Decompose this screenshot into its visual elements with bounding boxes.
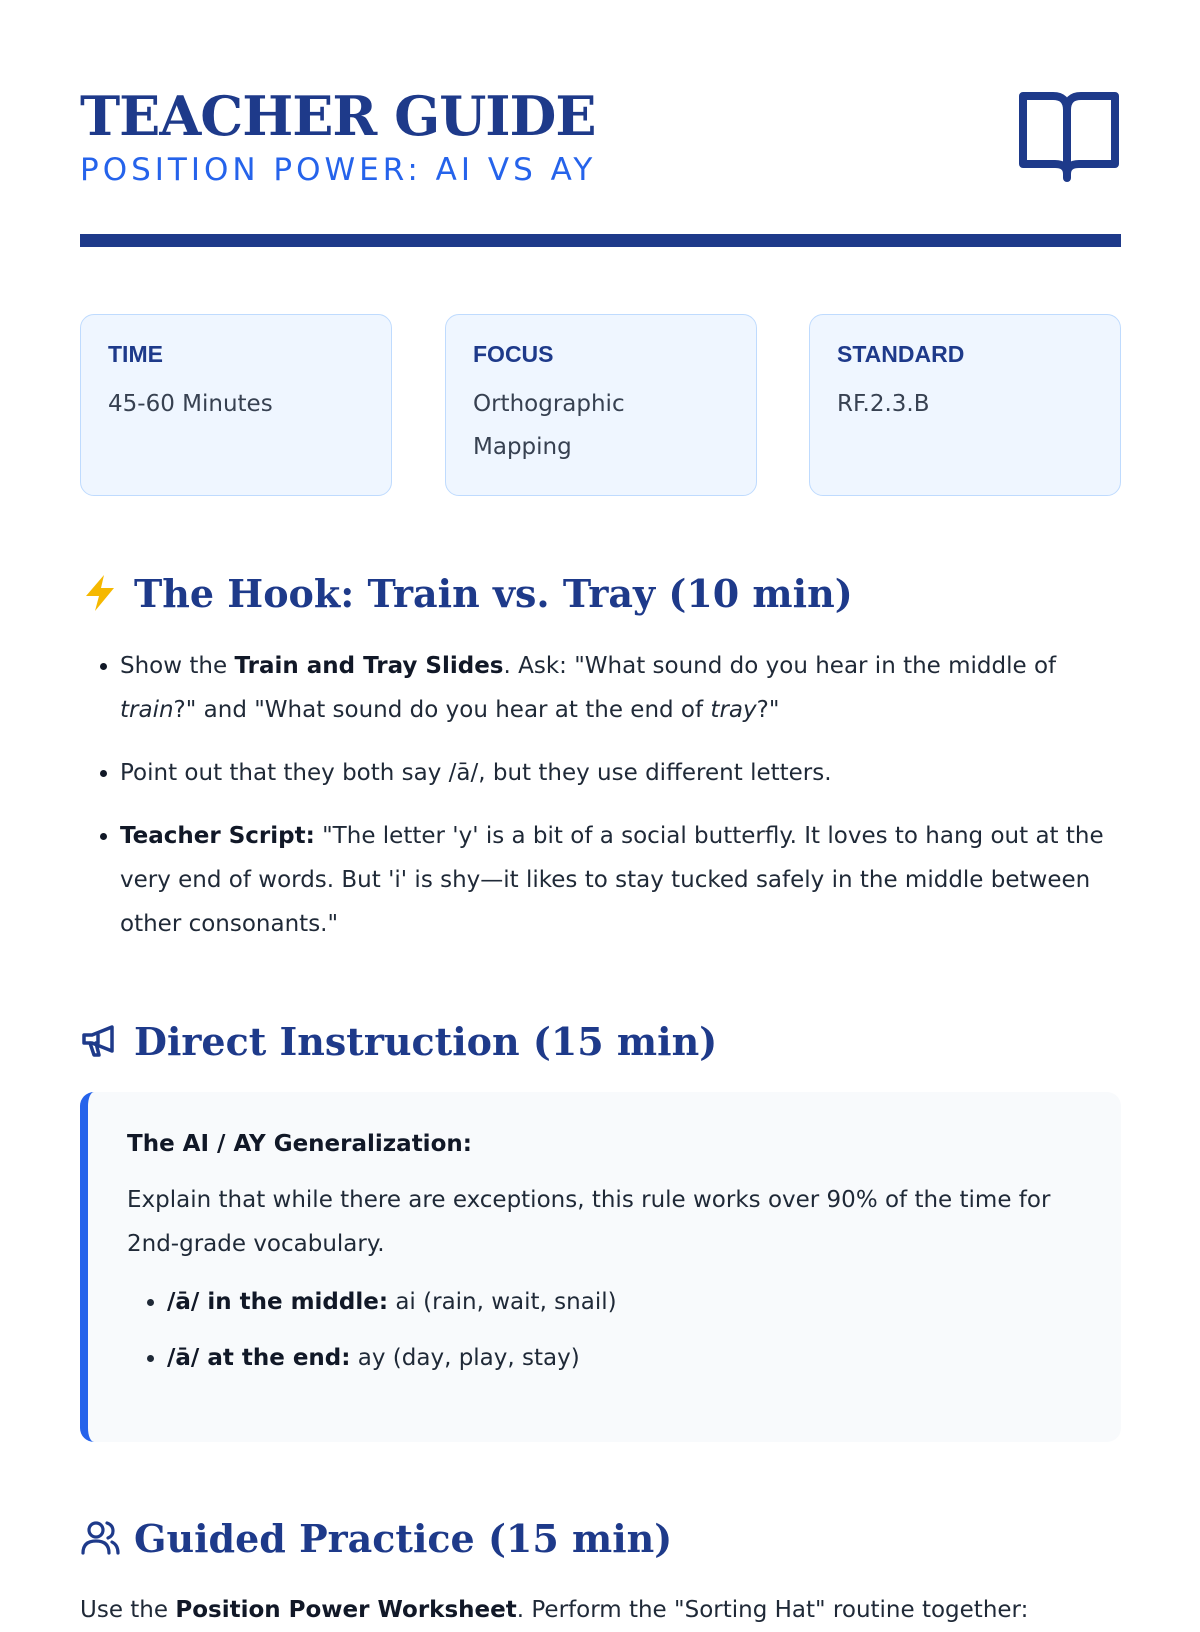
instruction-callout [80,1092,1121,1442]
card-value [473,383,729,469]
hook-list [80,644,1121,965]
card-value-line: Orthographic [473,391,625,417]
users-icon [80,1518,120,1558]
card-value-line: Mapping [473,434,572,460]
list-item [167,1280,1083,1324]
text-run: "The letter 'y' is a bit of a social butterfly. It loves to hang out at the very end of words. But 'i' is shy—it likes to stay tucked safely in the middle between other consonants." [120,823,1104,937]
callout-title: The AI / AY Generalization: [127,1131,472,1157]
example-word: tray [710,697,757,723]
rule-text: ay (day, play, stay) [350,1345,580,1371]
rule-list [127,1280,1083,1380]
page-subtitle: POSITION POWER: AI VS AY [80,152,597,188]
hook-heading [80,563,853,623]
standard-card [809,314,1121,496]
list-item [120,751,1121,795]
focus-card [445,314,757,496]
lightning-icon [80,573,120,613]
list-item [167,1336,1083,1380]
rule-text: ai (rain, wait, snail) [388,1289,617,1315]
callout-body: Explain that while there are exceptions, this rule works over 90% of the time for 2nd-grade vocabulary. [127,1187,1051,1257]
example-word: train [120,697,174,723]
guided-practice-text [80,1588,1028,1632]
text-run: . Perform the "Sorting Hat" routine together: [516,1597,1029,1623]
guided-practice-heading-text: Guided Practice (15 min) [134,1515,673,1561]
page-header [80,78,1121,198]
text-run: . Ask: "What sound do you hear in the middle of [503,653,1057,679]
megaphone-icon [80,1021,120,1061]
text-run: ?" and "What sound do you hear at the end of [173,697,711,723]
header-divider [80,234,1121,247]
card-value: 45-60 Minutes [108,391,273,417]
info-cards [80,314,1121,498]
card-label: STANDARD [837,341,965,367]
direct-instruction-heading [80,1011,717,1071]
script-label: Teacher Script: [120,823,315,849]
page-title: TEACHER GUIDE [80,84,596,148]
worksheet-name: Position Power Worksheet [175,1597,517,1623]
text-run: Use the [80,1597,176,1623]
guided-practice-heading [80,1508,672,1568]
card-value: RF.2.3.B [837,391,930,417]
rule-label: /ā/ at the end: [167,1345,351,1371]
text-run: ?" [756,697,780,723]
card-label: TIME [108,341,163,367]
card-label: FOCUS [473,341,554,367]
slides-name: Train and Tray Slides [234,653,504,679]
list-item [120,644,1121,732]
list-item [120,814,1121,946]
direct-instruction-heading-text: Direct Instruction (15 min) [134,1018,718,1064]
hook-heading-text: The Hook: Train vs. Tray (10 min) [134,570,853,616]
text-run: Show the [120,653,235,679]
book-open-icon [1017,90,1121,186]
time-card [80,314,392,496]
text-run: Point out that they both say /ā/, but they use different letters. [120,760,832,786]
rule-label: /ā/ in the middle: [167,1289,389,1315]
